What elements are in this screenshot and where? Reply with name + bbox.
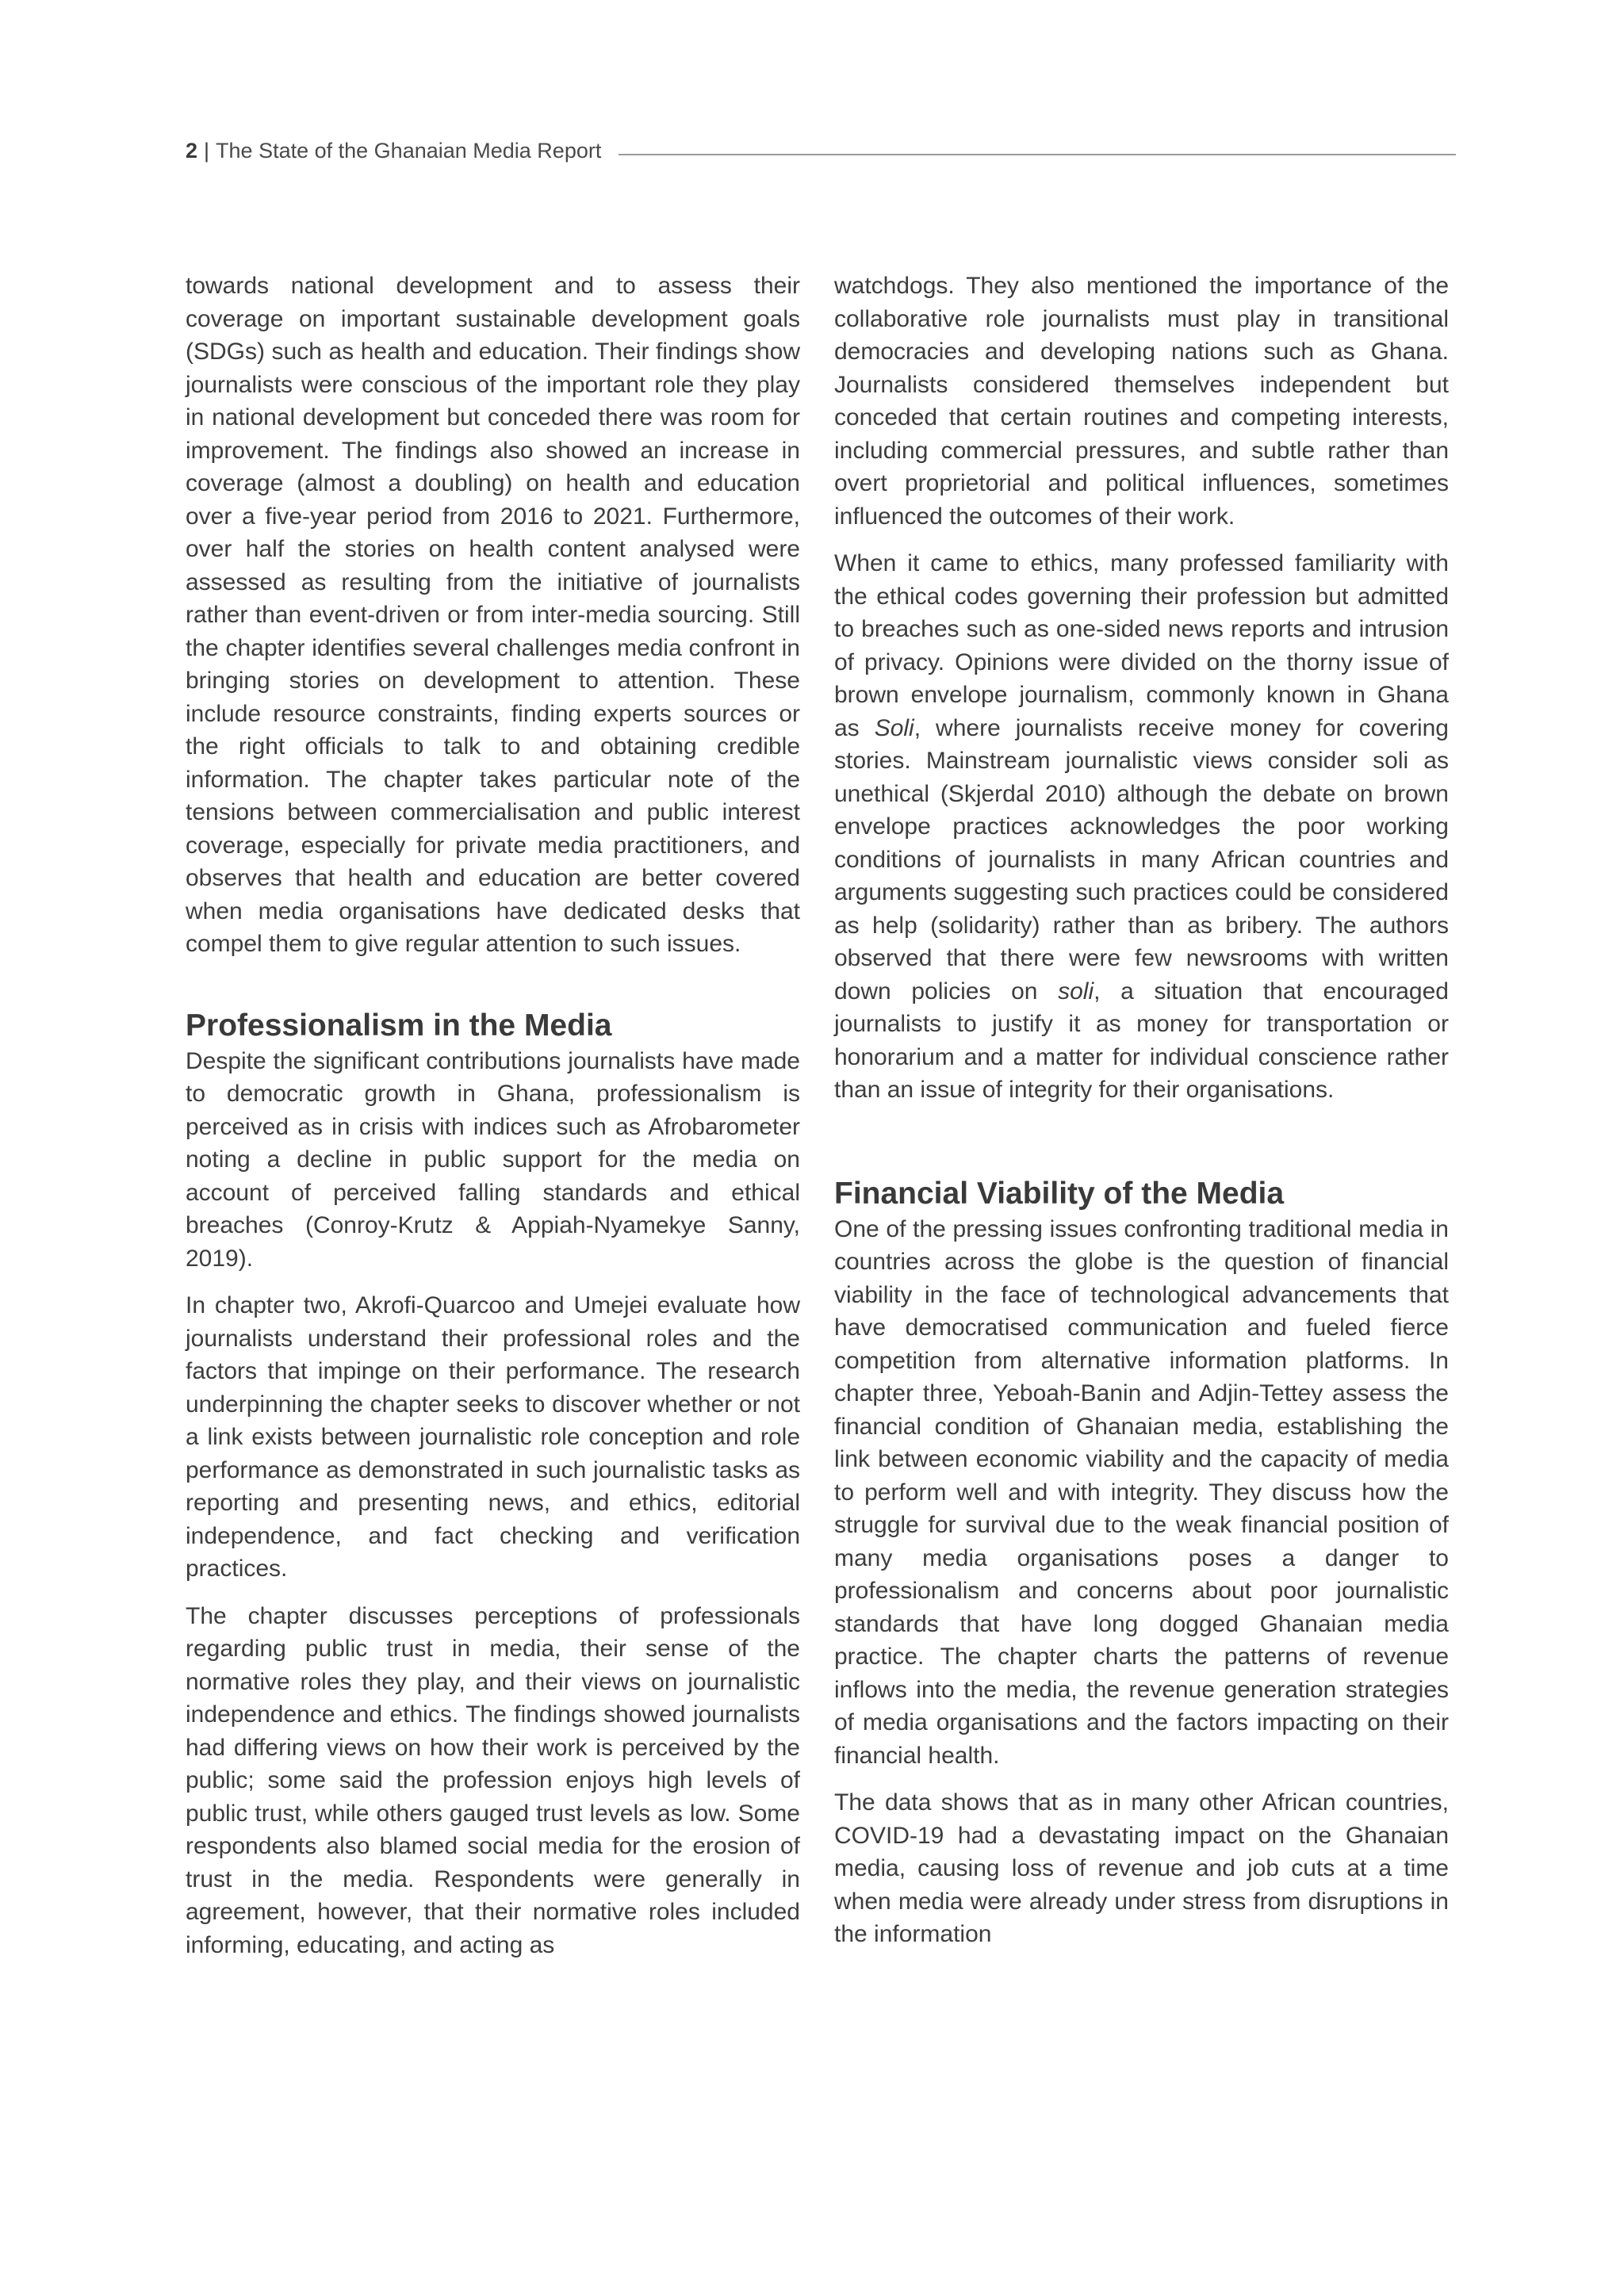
- soli-term: soli: [1058, 978, 1094, 1004]
- paragraph-financial-viability: One of the pressing issues confronting traditional media in countries across the globe is the question of financial viability in the face of technological advancements that have democratised communication and fueled fierce competition from alternative information platforms. In chapter three, Yeboah-Banin and Adjin-Tettey assess the financial condition of Ghanaian media, establishing the link between economic viability and the capacity of media to perform well and with integrity. They discuss how the struggle for survival due to the weak financial position of many media organisations poses a danger to professionalism and concerns about poor journalistic standards that have long dogged Ghanaian media practice. The chapter charts the patterns of revenue inflows into the media, the revenue generation strategies of media organisations and the factors impacting on their financial health.: [834, 1215, 1449, 1769]
- running-header: [186, 135, 1456, 166]
- paragraph-public-trust: The chapter discusses perceptions of professionals regarding public trust in media, their sense of the normative roles they play, and their views on journalistic independence and ethics. The findings showed journalists had differing views on how their work is perceived by the public; some said the profession enjoys high levels of public trust, while others gauged trust levels as low. Some respondents also blamed social media for the erosion of trust in the media. Respondents were generally in agreement, however, that their normative roles included informing, educating, and acting as: [186, 1602, 800, 1958]
- paragraph-watchdogs: watchdogs. They also mentioned the importance of the collaborative role journalists must play in transitional democracies and developing nations such as Ghana. Journalists considered themselves independent but conceded that certain routines and competing interests, including commercial pressures, and subtle rather than overt proprietorial and political influences, sometimes influenced the outcomes of their work.: [834, 273, 1449, 530]
- left-column: [186, 270, 800, 1976]
- heading-professionalism: Professionalism in the Media: [186, 1008, 612, 1043]
- heading-financial-viability: Financial Viability of the Media: [834, 1176, 1285, 1211]
- paragraph-chapter-two: In chapter two, Akrofi-Quarcoo and Umejei evaluate how journalists understand their professional roles and the factors that impinge on their performance. The research underpinning the chapter seeks to discover whether or not a link exists between journalistic role conception and role performance as demonstrated in such journalistic tasks as reporting and presenting news, and ethics, editorial independence, and fact checking and verification practices.: [186, 1292, 800, 1582]
- report-title: The State of the Ghanaian Media Report: [216, 138, 602, 163]
- right-column: [834, 270, 1449, 1965]
- page-number: 2: [186, 138, 198, 163]
- paragraph-covid-impact: The data shows that as in many other African countries, COVID-19 had a devastating impact on the Ghanaian media, causing loss of revenue and job cuts at a time when media were already under stress from disruptions in the information: [834, 1789, 1449, 1947]
- soli-term: Soli: [874, 714, 914, 741]
- paragraph-ethics: [834, 547, 1449, 1107]
- ethics-text-c: , a situation that encouraged journalists to justify it as money for transportation or honorarium and a matter for individual conscience rather than an issue of integrity for their organisations.: [834, 978, 1449, 1103]
- paragraph-development-coverage: towards national development and to assess their coverage on important sustainable development goals (SDGs) such as health and education. Their findings show journalists were conscious of the important role they play in national development but conceded there was room for improvement. The findings also showed an increase in coverage (almost a doubling) on health and education over a five-year period from 2016 to 2021. Furthermore, over half the stories on health content analysed were assessed as resulting from the initiative of journalists rather than event-driven or from inter-media sourcing. Still the chapter identifies several challenges media confront in bringing stories on development to attention. These include resource constraints, finding experts sources or the right officials to talk to and obtaining credible information. The chapter takes particular note of the tensions between commercialisation and public interest coverage, especially for private media practitioners, and observes that health and education are better covered when media organisations have dedicated desks that compel them to give regular attention to such issues.: [186, 273, 800, 957]
- ethics-text-b: , where journalists receive money for covering stories. Mainstream journalistic views consider soli as unethical (Skjerdal 2010) although the debate on brown envelope practices acknowledges the poor working conditions of journalists in many African countries and arguments suggesting such practices could be considered as help (solidarity) rather than as bribery. The authors observed that there were few newsrooms with written down policies on: [834, 714, 1449, 1004]
- section-spacer: [186, 975, 800, 1007]
- header-rule: [619, 154, 1456, 155]
- section-spacer: [834, 1121, 1449, 1175]
- paragraph-professionalism-crisis: Despite the significant contributions journalists have made to democratic growth in Ghana, professionalism is perceived as in crisis with indices such as Afrobarometer noting a decline in public support for the media on account of perceived falling standards and ethical breaches (Conroy-Krutz & Appiah-Nyamekye Sanny, 2019).: [186, 1047, 800, 1272]
- ethics-text-a: When it came to ethics, many professed familiarity with the ethical codes governing their profession but admitted to breaches such as one-sided news reports and intrusion of privacy. Opinions were divided on the thorny issue of brown envelope journalism, commonly known in Ghana as: [834, 550, 1449, 741]
- header-separator: |: [204, 138, 210, 163]
